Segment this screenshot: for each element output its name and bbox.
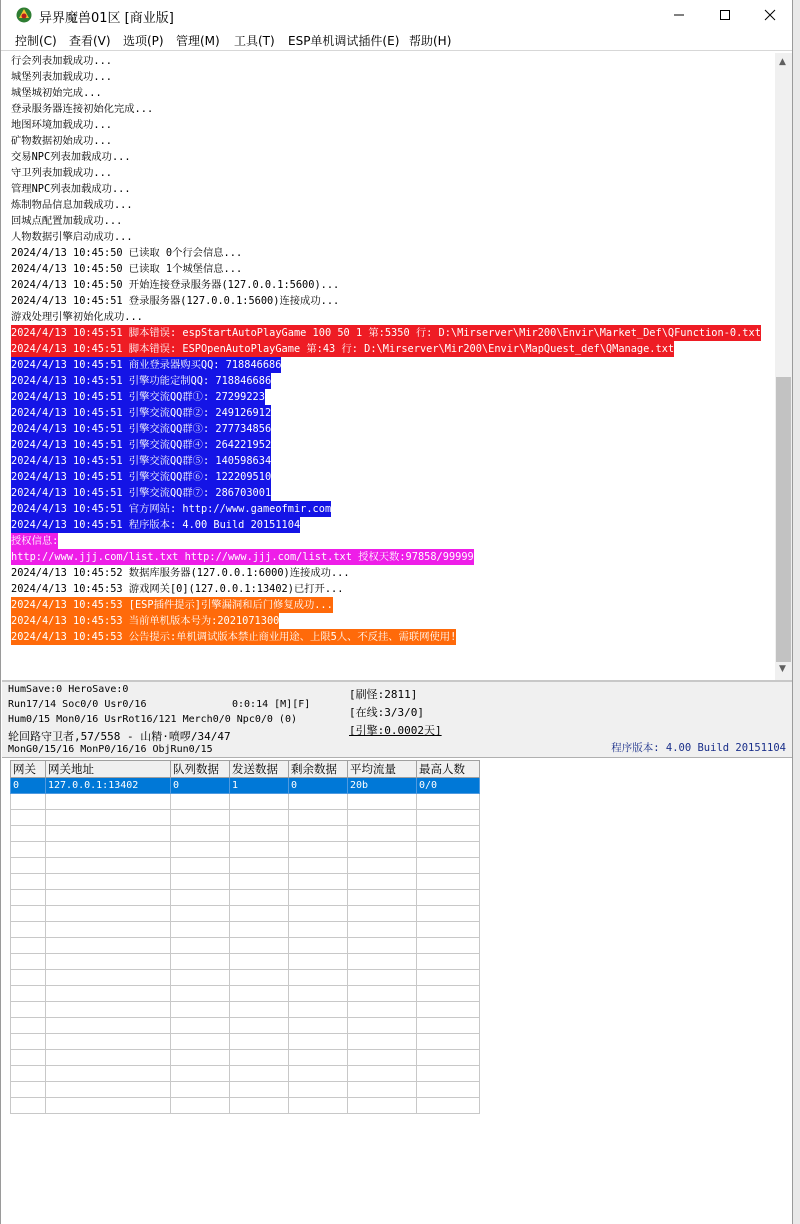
empty-cell xyxy=(348,810,417,826)
empty-cell xyxy=(417,922,480,938)
log-line: 2024/4/13 10:45:51 引擎交流QQ群⑦: 286703001 xyxy=(11,487,272,499)
empty-cell xyxy=(348,826,417,842)
empty-cell xyxy=(11,922,46,938)
empty-cell xyxy=(11,890,46,906)
empty-row xyxy=(11,842,480,858)
gateway-panel xyxy=(2,758,792,1224)
empty-cell xyxy=(348,1066,417,1082)
empty-cell xyxy=(46,1002,171,1018)
menu-tools[interactable]: 工具(T) xyxy=(234,34,275,48)
empty-cell xyxy=(417,842,480,858)
empty-cell xyxy=(348,858,417,874)
empty-cell xyxy=(46,794,171,810)
empty-row xyxy=(11,810,480,826)
empty-cell xyxy=(289,922,348,938)
app-icon xyxy=(15,6,33,24)
empty-cell xyxy=(348,938,417,954)
empty-cell xyxy=(289,1082,348,1098)
empty-cell xyxy=(230,1082,289,1098)
status-engine[interactable]: [引擎:0.0002天] xyxy=(349,724,442,737)
empty-cell xyxy=(289,986,348,1002)
scroll-up-icon[interactable]: ▲ xyxy=(779,57,786,67)
log-line: 游戏处理引擎初始化成功... xyxy=(11,311,143,323)
empty-cell xyxy=(417,1050,480,1066)
empty-cell xyxy=(11,986,46,1002)
log-line: 2024/4/13 10:45:50 已读取 1个城堡信息... xyxy=(11,263,243,275)
log-line: 授权信息: xyxy=(11,535,59,547)
empty-row xyxy=(11,874,480,890)
empty-cell xyxy=(417,954,480,970)
column-header[interactable]: 最高人数 xyxy=(417,761,480,778)
empty-cell xyxy=(46,986,171,1002)
log-line: 地图环境加载成功... xyxy=(11,119,112,131)
empty-cell xyxy=(171,922,230,938)
table-cell: 0 xyxy=(11,778,46,794)
empty-cell xyxy=(171,1066,230,1082)
menu-view[interactable]: 查看(V) xyxy=(69,34,111,48)
empty-cell xyxy=(11,906,46,922)
menu-help[interactable]: 帮助(H) xyxy=(409,34,452,48)
close-button[interactable] xyxy=(747,0,793,30)
empty-cell xyxy=(46,890,171,906)
column-header[interactable]: 剩余数据 xyxy=(289,761,348,778)
empty-cell xyxy=(289,858,348,874)
empty-cell xyxy=(289,938,348,954)
empty-cell xyxy=(46,970,171,986)
empty-row xyxy=(11,938,480,954)
empty-cell xyxy=(417,810,480,826)
empty-cell xyxy=(348,970,417,986)
empty-cell xyxy=(417,970,480,986)
log-line: 人物数据引擎启动成功... xyxy=(11,231,133,243)
menu-divider xyxy=(1,50,792,51)
empty-cell xyxy=(230,890,289,906)
empty-cell xyxy=(230,1002,289,1018)
empty-cell xyxy=(348,1002,417,1018)
maximize-icon xyxy=(719,9,731,21)
empty-cell xyxy=(230,842,289,858)
log-line: 2024/4/13 10:45:51 引擎交流QQ群④: 264221952 xyxy=(11,439,272,451)
title-bar[interactable] xyxy=(1,0,792,30)
column-header[interactable]: 平均流量 xyxy=(348,761,417,778)
empty-cell xyxy=(11,858,46,874)
empty-row xyxy=(11,826,480,842)
column-header[interactable]: 队列数据 xyxy=(171,761,230,778)
empty-cell xyxy=(11,842,46,858)
empty-cell xyxy=(348,1034,417,1050)
log-line: 2024/4/13 10:45:50 开始连接登录服务器(127.0.0.1:5600)... xyxy=(11,279,340,291)
log-line: 2024/4/13 10:45:51 引擎交流QQ群②: 249126912 xyxy=(11,407,272,419)
scroll-down-icon[interactable]: ▼ xyxy=(779,664,786,674)
empty-cell xyxy=(417,1018,480,1034)
empty-cell xyxy=(417,906,480,922)
empty-cell xyxy=(171,938,230,954)
menu-options[interactable]: 选项(P) xyxy=(123,34,164,48)
log-line: 2024/4/13 10:45:51 程序版本: 4.00 Build 20151104 xyxy=(11,519,301,531)
status-run: Run17/14 Soc0/0 Usr0/16 xyxy=(8,699,147,710)
log-line: 2024/4/13 10:45:53 [ESP插件提示]引擎漏洞和后门修复成功... xyxy=(11,599,333,611)
status-monster: 轮回路守卫者,57/558 - 山精·喷啰/34/47 xyxy=(8,730,231,743)
empty-cell xyxy=(11,954,46,970)
empty-cell xyxy=(348,842,417,858)
empty-cell xyxy=(171,1082,230,1098)
empty-row xyxy=(11,970,480,986)
empty-cell xyxy=(46,1098,171,1114)
table-cell: 0 xyxy=(171,778,230,794)
empty-cell xyxy=(46,842,171,858)
empty-cell xyxy=(171,794,230,810)
empty-row xyxy=(11,986,480,1002)
log-line: 炼制物品信息加载成功... xyxy=(11,199,133,211)
log-line: 回城点配置加载成功... xyxy=(11,215,123,227)
empty-cell xyxy=(289,842,348,858)
empty-cell xyxy=(417,986,480,1002)
menu-bar xyxy=(1,30,792,50)
empty-cell xyxy=(289,1098,348,1114)
empty-cell xyxy=(11,794,46,810)
table-cell: 1 xyxy=(230,778,289,794)
empty-cell xyxy=(11,874,46,890)
empty-cell xyxy=(11,1018,46,1034)
empty-cell xyxy=(230,794,289,810)
empty-row xyxy=(11,1098,480,1114)
log-line: 2024/4/13 10:45:51 引擎交流QQ群①: 27299223 xyxy=(11,391,265,403)
empty-cell xyxy=(46,954,171,970)
empty-cell xyxy=(230,1050,289,1066)
empty-cell xyxy=(230,1066,289,1082)
status-objects: Hum0/15 Mon0/16 UsrRot16/121 Merch0/0 Npc0/0 (0) xyxy=(8,714,297,725)
empty-cell xyxy=(11,826,46,842)
empty-cell xyxy=(230,1018,289,1034)
empty-cell xyxy=(230,938,289,954)
table-cell: 0/0 xyxy=(417,778,480,794)
empty-cell xyxy=(11,810,46,826)
empty-cell xyxy=(11,970,46,986)
empty-cell xyxy=(230,986,289,1002)
log-line: 2024/4/13 10:45:51 商业登录器购买QQ: 718846686 xyxy=(11,359,282,371)
empty-cell xyxy=(46,906,171,922)
empty-cell xyxy=(417,874,480,890)
empty-cell xyxy=(348,906,417,922)
minimize-icon xyxy=(673,9,685,21)
empty-cell xyxy=(348,954,417,970)
empty-cell xyxy=(289,954,348,970)
status-refresh: [刷怪:2811] xyxy=(349,688,418,701)
status-time: 0:0:14 [M][F] xyxy=(232,699,311,710)
empty-cell xyxy=(417,1066,480,1082)
table-cell: 0 xyxy=(289,778,348,794)
empty-row xyxy=(11,922,480,938)
empty-cell xyxy=(171,890,230,906)
empty-cell xyxy=(171,1002,230,1018)
empty-cell xyxy=(11,1082,46,1098)
empty-cell xyxy=(289,1002,348,1018)
column-header[interactable]: 发送数据 xyxy=(230,761,289,778)
empty-cell xyxy=(11,1034,46,1050)
log-line: 2024/4/13 10:45:53 公告提示:单机调试版本禁止商业用途、上限5人、不反挂、需联网使用! xyxy=(11,631,457,643)
empty-cell xyxy=(348,1082,417,1098)
empty-cell xyxy=(171,906,230,922)
log-line: 守卫列表加载成功... xyxy=(11,167,112,179)
empty-cell xyxy=(289,810,348,826)
table-row[interactable] xyxy=(11,778,480,794)
status-mon-groups: MonG0/15/16 MonP0/16/16 ObjRun0/15 xyxy=(8,744,213,755)
status-save: HumSave:0 HeroSave:0 xyxy=(8,684,129,695)
empty-cell xyxy=(289,1050,348,1066)
column-header[interactable]: 网关 xyxy=(11,761,46,778)
empty-cell xyxy=(46,826,171,842)
window-title: 异界魔兽01区 [商业版] xyxy=(39,11,174,26)
log-line: 登录服务器连接初始化完成... xyxy=(11,103,154,115)
status-panel xyxy=(2,680,792,758)
empty-row xyxy=(11,1082,480,1098)
empty-row xyxy=(11,1034,480,1050)
empty-cell xyxy=(417,1002,480,1018)
empty-cell xyxy=(46,1034,171,1050)
log-line: 2024/4/13 10:45:51 引擎交流QQ群⑤: 140598634 xyxy=(11,455,272,467)
status-version: 程序版本: 4.00 Build 20151104 xyxy=(611,742,786,754)
empty-cell xyxy=(171,1034,230,1050)
empty-cell xyxy=(230,1098,289,1114)
empty-cell xyxy=(46,1066,171,1082)
log-line: 2024/4/13 10:45:52 数据库服务器(127.0.0.1:6000)连接成功... xyxy=(11,567,350,579)
log-line: 2024/4/13 10:45:51 脚本错误: espStartAutoPlayGame 100 50 1 第:5350 行: D:\Mirserver\Mir200\Envir\Market_Def\QFunction-0.txt xyxy=(11,327,761,339)
empty-row xyxy=(11,906,480,922)
empty-cell xyxy=(289,794,348,810)
empty-cell xyxy=(11,1098,46,1114)
empty-cell xyxy=(348,1098,417,1114)
log-line: 交易NPC列表加载成功... xyxy=(11,151,131,163)
empty-cell xyxy=(348,874,417,890)
empty-cell xyxy=(171,858,230,874)
empty-cell xyxy=(171,874,230,890)
empty-cell xyxy=(230,874,289,890)
empty-row xyxy=(11,794,480,810)
empty-cell xyxy=(11,938,46,954)
empty-cell xyxy=(289,906,348,922)
table-cell: 20b xyxy=(348,778,417,794)
menu-control[interactable]: 控制(C) xyxy=(15,34,57,48)
empty-cell xyxy=(417,890,480,906)
empty-row xyxy=(11,1002,480,1018)
menu-manage[interactable]: 管理(M) xyxy=(176,34,220,48)
empty-cell xyxy=(230,970,289,986)
empty-cell xyxy=(46,1018,171,1034)
empty-cell xyxy=(171,1050,230,1066)
empty-cell xyxy=(230,810,289,826)
empty-cell xyxy=(230,954,289,970)
table-cell: 127.0.0.1:13402 xyxy=(46,778,171,794)
empty-cell xyxy=(348,890,417,906)
empty-cell xyxy=(171,1018,230,1034)
empty-cell xyxy=(348,794,417,810)
empty-cell xyxy=(171,1098,230,1114)
empty-cell xyxy=(171,826,230,842)
empty-row xyxy=(11,858,480,874)
status-online: [在线:3/3/0] xyxy=(349,706,424,719)
empty-cell xyxy=(46,938,171,954)
empty-cell xyxy=(171,810,230,826)
gateway-table[interactable] xyxy=(10,760,480,1114)
empty-cell xyxy=(46,874,171,890)
empty-cell xyxy=(46,810,171,826)
empty-cell xyxy=(11,1066,46,1082)
log-line: 2024/4/13 10:45:50 已读取 0个行会信息... xyxy=(11,247,243,259)
log-line: 2024/4/13 10:45:51 登录服务器(127.0.0.1:5600)连接成功... xyxy=(11,295,340,307)
empty-cell xyxy=(11,1050,46,1066)
empty-cell xyxy=(11,1002,46,1018)
empty-cell xyxy=(171,954,230,970)
log-line: 2024/4/13 10:45:51 引擎交流QQ群③: 277734856 xyxy=(11,423,272,435)
empty-cell xyxy=(417,1082,480,1098)
empty-row xyxy=(11,1066,480,1082)
desktop-edge xyxy=(793,0,800,1224)
close-icon xyxy=(764,9,776,21)
log-line: 2024/4/13 10:45:53 当前单机版本号为:2021071300 xyxy=(11,615,280,627)
empty-cell xyxy=(171,970,230,986)
empty-row xyxy=(11,1050,480,1066)
empty-cell xyxy=(417,826,480,842)
empty-cell xyxy=(230,826,289,842)
log-line: 2024/4/13 10:45:51 引擎交流QQ群⑥: 122209510 xyxy=(11,471,272,483)
empty-cell xyxy=(348,1050,417,1066)
empty-cell xyxy=(289,890,348,906)
empty-row xyxy=(11,890,480,906)
empty-cell xyxy=(289,1018,348,1034)
column-header[interactable]: 网关地址 xyxy=(46,761,171,778)
log-scrollbar-thumb[interactable] xyxy=(776,377,791,662)
empty-cell xyxy=(230,906,289,922)
empty-cell xyxy=(289,1066,348,1082)
log-line: 2024/4/13 10:45:51 引擎功能定制QQ: 718846686 xyxy=(11,375,272,387)
log-line: 矿物数据初始成功... xyxy=(11,135,112,147)
empty-cell xyxy=(171,842,230,858)
minimize-button[interactable] xyxy=(656,0,702,30)
log-line: 行会列表加载成功... xyxy=(11,55,112,67)
empty-cell xyxy=(289,826,348,842)
empty-cell xyxy=(230,858,289,874)
log-line: 2024/4/13 10:45:53 游戏网关[0](127.0.0.1:13402)已打开... xyxy=(11,583,344,595)
empty-cell xyxy=(417,794,480,810)
log-line: 管理NPC列表加载成功... xyxy=(11,183,131,195)
empty-cell xyxy=(289,1034,348,1050)
empty-cell xyxy=(171,986,230,1002)
empty-row xyxy=(11,954,480,970)
log-line: 城堡列表加载成功... xyxy=(11,71,112,83)
log-line: http://www.jjj.com/list.txt http://www.jjj.com/list.txt 授权天数:97858/99999 xyxy=(11,551,474,563)
empty-cell xyxy=(348,922,417,938)
menu-esp-plugin[interactable]: ESP单机调试插件(E) xyxy=(288,34,400,48)
maximize-button[interactable] xyxy=(702,0,748,30)
log-line: 2024/4/13 10:45:51 官方网站: http://www.gameofmir.com xyxy=(11,503,332,515)
empty-cell xyxy=(230,922,289,938)
empty-cell xyxy=(46,1050,171,1066)
empty-cell xyxy=(348,986,417,1002)
empty-cell xyxy=(417,1034,480,1050)
empty-cell xyxy=(46,858,171,874)
empty-cell xyxy=(230,1034,289,1050)
empty-cell xyxy=(46,1082,171,1098)
log-panel[interactable] xyxy=(8,53,775,680)
empty-cell xyxy=(46,922,171,938)
empty-cell xyxy=(289,970,348,986)
empty-cell xyxy=(417,938,480,954)
empty-cell xyxy=(348,1018,417,1034)
log-line: 城堡城初始完成... xyxy=(11,87,102,99)
empty-cell xyxy=(417,1098,480,1114)
empty-cell xyxy=(417,858,480,874)
log-line: 2024/4/13 10:45:51 脚本错误: ESPOpenAutoPlayGame 第:43 行: D:\Mirserver\Mir200\Envir\MapQuest_def\QManage.txt xyxy=(11,343,675,355)
empty-cell xyxy=(289,874,348,890)
empty-row xyxy=(11,1018,480,1034)
